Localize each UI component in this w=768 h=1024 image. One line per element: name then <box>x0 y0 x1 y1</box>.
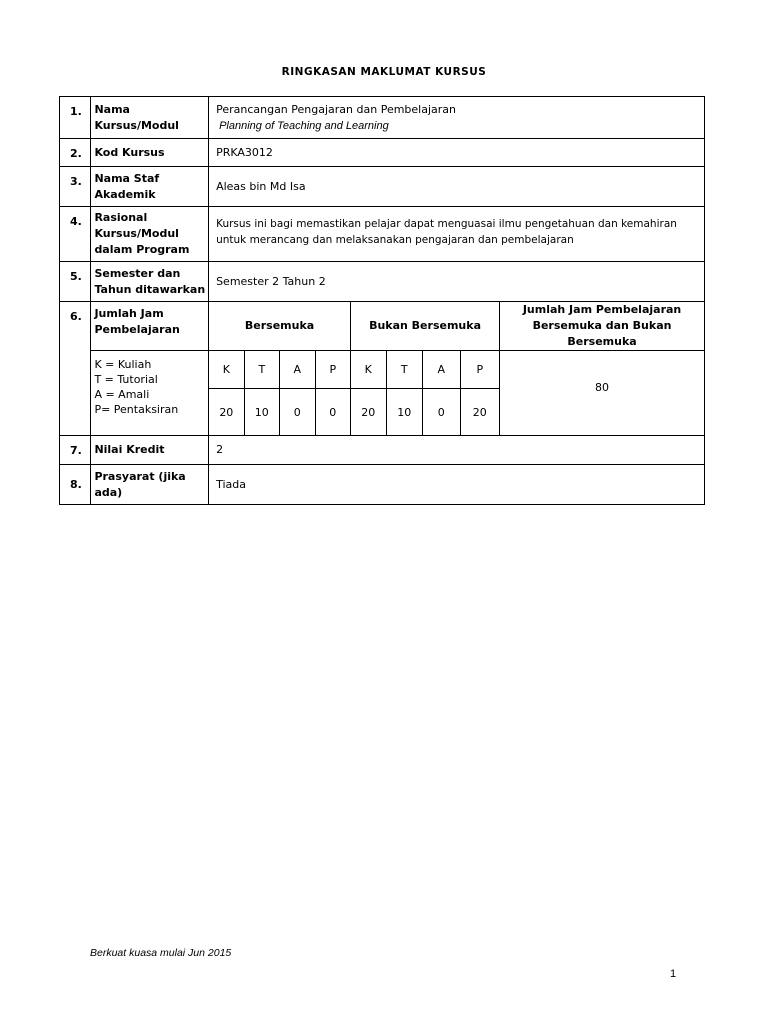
total-hours-value: 80 <box>500 351 705 436</box>
row-rationale <box>60 207 705 262</box>
legend-item: P= Pentaksiran <box>94 403 179 416</box>
label-line: Jumlah Jam <box>94 307 164 320</box>
code-cell: T <box>244 351 279 389</box>
value-academic-staff: Aleas bin Md Isa <box>209 167 705 207</box>
legend-item: T = Tutorial <box>94 373 158 386</box>
legend-learning-modes <box>91 351 209 436</box>
value-credit: 2 <box>209 436 705 465</box>
page-number: 1 <box>670 968 677 980</box>
header-total-hours <box>500 302 705 351</box>
label-line: Pembelajaran <box>94 323 180 336</box>
hours-cell: 0 <box>423 389 461 436</box>
label-course-name: Nama Kursus/Modul <box>91 97 209 139</box>
code-cell: P <box>315 351 350 389</box>
code-cell: P <box>460 351 500 389</box>
label-learning-hours <box>91 302 209 351</box>
header-bersemuka: Bersemuka <box>209 302 351 351</box>
hours-cell: 0 <box>315 389 350 436</box>
label-rationale <box>91 207 209 262</box>
label-line: Nama Staf <box>94 171 160 185</box>
row-number: 1. <box>60 97 91 139</box>
hours-cell: 20 <box>209 389 244 436</box>
row-credit-value <box>60 436 705 465</box>
legend-item: A = Amali <box>94 388 150 401</box>
row-number: 5. <box>60 262 91 302</box>
row-learning-hours-header <box>60 302 705 351</box>
label-credit-value: Nilai Kredit <box>91 436 209 465</box>
label-semester <box>91 262 209 302</box>
label-prerequisite <box>91 465 209 505</box>
document-title: RINGKASAN MAKLUMAT KURSUS <box>281 66 487 78</box>
label-course-code: Kod Kursus <box>91 139 209 167</box>
label-line: Kursus/Modul <box>94 227 179 240</box>
value-semester: Semester 2 Tahun 2 <box>209 262 705 302</box>
value-course-name <box>209 97 705 139</box>
label-line: Tahun ditawarkan <box>94 282 206 296</box>
hours-cell: 10 <box>386 389 423 436</box>
row-academic-staff <box>60 167 705 207</box>
footer-effective-date: Berkuat kuasa mulai Jun 2015 <box>90 947 232 959</box>
course-summary-table <box>59 96 705 505</box>
row-learning-hours-codes <box>60 351 705 389</box>
label-line: Rasional <box>94 211 148 224</box>
label-line: Prasyarat (jika <box>94 469 186 483</box>
header-line: Jumlah Jam Pembelajaran <box>522 303 682 316</box>
hours-cell: 0 <box>280 389 315 436</box>
header-line: Bersemuka dan Bukan Bersemuka <box>532 319 672 348</box>
row-number: 8. <box>60 465 91 505</box>
value-course-code: PRKA3012 <box>209 139 705 167</box>
row-number: 2. <box>60 139 91 167</box>
row-course-name <box>60 97 705 139</box>
row-semester <box>60 262 705 302</box>
hours-cell: 10 <box>244 389 279 436</box>
row-number: 6. <box>60 302 91 436</box>
label-line: Akademik <box>94 187 156 201</box>
code-cell: A <box>423 351 461 389</box>
code-cell: K <box>209 351 244 389</box>
label-line: ada) <box>94 485 123 499</box>
legend-item: K = Kuliah <box>94 358 152 371</box>
value-prerequisite: Tiada <box>209 465 705 505</box>
row-number: 4. <box>60 207 91 262</box>
code-cell: A <box>280 351 315 389</box>
code-cell: K <box>351 351 386 389</box>
code-cell: T <box>386 351 423 389</box>
row-course-code <box>60 139 705 167</box>
hours-cell: 20 <box>351 389 386 436</box>
row-number: 7. <box>60 436 91 465</box>
label-academic-staff <box>91 167 209 207</box>
row-number: 3. <box>60 167 91 207</box>
course-name-ms: Perancangan Pengajaran dan Pembelajaran <box>216 102 456 116</box>
label-line: Semester dan <box>94 266 181 280</box>
label-line: dalam Program <box>94 243 190 256</box>
row-prerequisite <box>60 465 705 505</box>
value-rationale: Kursus ini bagi memastikan pelajar dapat menguasai ilmu pengetahuan dan kemahiran untuk merancang dan melaksanakan pengajaran dan pembelajaran <box>209 207 705 262</box>
hours-cell: 20 <box>460 389 500 436</box>
header-bukan-bersemuka: Bukan Bersemuka <box>351 302 500 351</box>
course-name-en: Planning of Teaching and Learning <box>219 119 389 132</box>
